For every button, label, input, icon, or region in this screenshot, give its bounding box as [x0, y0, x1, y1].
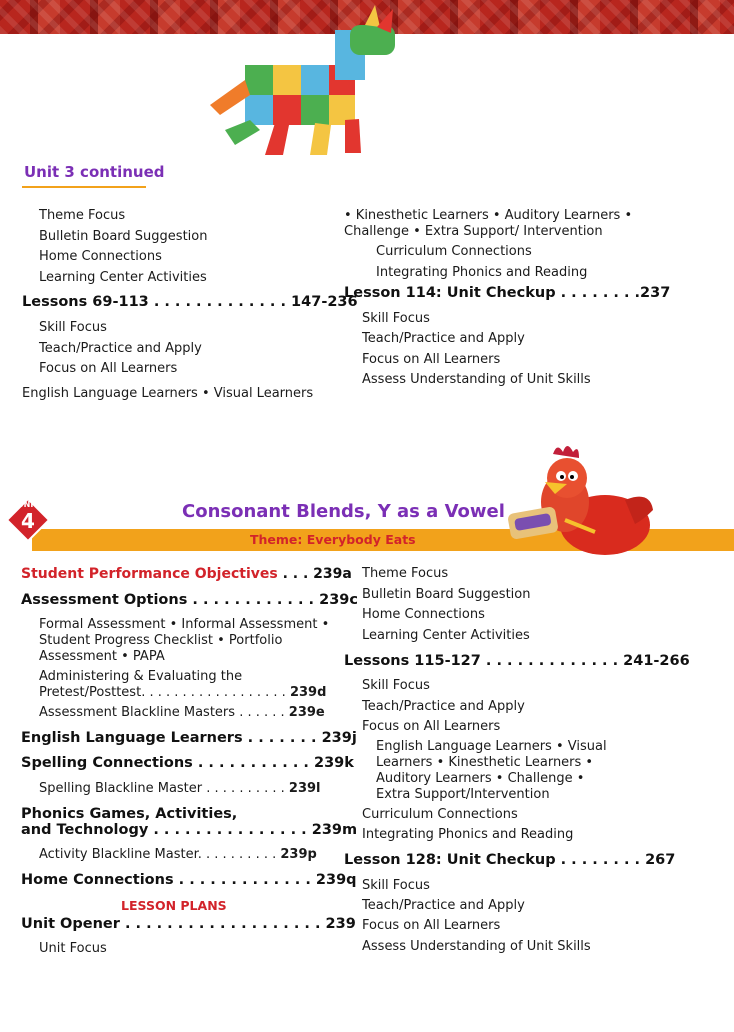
toc-entry-lesson-114 — [344, 284, 670, 302]
unit-badge-word: UNIT — [17, 500, 39, 509]
hen-chef-icon — [505, 440, 655, 558]
entry-label: Lessons 115-127 — [344, 653, 481, 669]
toc-item: Skill Focus — [39, 320, 107, 335]
page-number: 241-266 — [623, 653, 690, 669]
page-number: 239d — [289, 685, 327, 700]
page-number: 239q — [315, 872, 357, 888]
toc-entry-spelling-blackline-master — [39, 781, 321, 797]
toc-item: Home Connections — [39, 249, 162, 264]
heading-underline — [22, 186, 146, 188]
toc-item: Assess Understanding of Unit Skills — [362, 372, 591, 387]
toc-item: Theme Focus — [362, 566, 449, 581]
toc-item: English Language Learners • Visual — [376, 739, 607, 754]
leader-dots: . . . . . . . — [242, 730, 317, 746]
page-number: 267 — [645, 852, 676, 868]
toc-entry-english-language-learners — [21, 729, 357, 747]
leader-dots: . . . . . . . . . . . . . . . . . . — [141, 685, 286, 700]
leader-dots: . . . — [277, 566, 309, 582]
toc-item: Assess Understanding of Unit Skills — [362, 939, 591, 954]
lesson-plans-heading: LESSON PLANS — [121, 898, 227, 913]
toc-item: Focus on All Learners — [362, 352, 501, 367]
toc-item: Focus on All Learners — [362, 918, 501, 933]
leader-dots: . . . . . . . . — [555, 852, 641, 868]
leader-dots: . . . . . . . . . . . — [192, 755, 309, 771]
toc-item: Phonics Games, Activities, — [21, 806, 238, 822]
toc-item: Administering & Evaluating the — [39, 669, 243, 684]
entry-label: Pretest/Posttest — [39, 685, 142, 700]
page-number: 237 — [640, 285, 671, 301]
page-number: 239c — [319, 592, 358, 608]
toc-item: Theme Focus — [39, 208, 126, 223]
unit4-theme: Theme: Everybody Eats — [250, 532, 416, 547]
toc-entry-lessons-69-113 — [22, 293, 358, 311]
toc-item: Skill Focus — [362, 678, 430, 693]
toc-entry-home-connections — [21, 871, 357, 889]
toc-item: Skill Focus — [362, 311, 430, 326]
toc-item: Home Connections — [362, 607, 485, 622]
toc-item: Curriculum Connections — [376, 244, 532, 259]
entry-label: Assessment Options — [21, 592, 188, 608]
entry-label: Activity Blackline Master — [39, 847, 198, 862]
leader-dots: . . . . . . . . . . . . . . . . . . . — [119, 916, 321, 932]
toc-item: Learning Center Activities — [362, 628, 530, 643]
pinata-donkey-icon — [205, 5, 410, 170]
toc-item: Teach/Practice and Apply — [362, 898, 525, 913]
page-number: 239p — [280, 847, 317, 862]
unit3-heading: Unit 3 continued — [24, 163, 165, 181]
toc-item: Integrating Phonics and Reading — [376, 265, 588, 280]
toc-item: Extra Support/Intervention — [376, 787, 550, 802]
leader-dots: . . . . . . . . . . . . . — [480, 653, 624, 669]
toc-item: Learning Center Activities — [39, 270, 207, 285]
entry-label: and Technology — [21, 822, 149, 838]
entry-label: Lesson 114: Unit Checkup — [344, 285, 556, 301]
entry-label: Spelling Connections — [21, 755, 193, 771]
toc-entry-phonics-technology — [21, 821, 357, 839]
leader-dots: . . . . . . . . . . . . . — [173, 872, 311, 888]
entry-label: Spelling Blackline Master — [39, 781, 203, 796]
leader-dots: . . . . . . — [235, 705, 285, 720]
page-number: 239 — [325, 916, 356, 932]
toc-entry-lessons-115-127 — [344, 652, 690, 670]
toc-item: Integrating Phonics and Reading — [362, 827, 574, 842]
toc-entry-assessment-options — [21, 591, 358, 609]
toc-item: Curriculum Connections — [362, 807, 518, 822]
toc-item: Unit Focus — [39, 941, 107, 956]
page-number: 239e — [288, 705, 325, 720]
toc-item: Bulletin Board Suggestion — [362, 587, 531, 602]
leader-dots: . . . . . . . . . . . . — [187, 592, 315, 608]
toc-entry-activity-blackline-master — [39, 847, 317, 863]
leader-dots: . . . . . . . . . . — [202, 781, 285, 796]
toc-entry-pretest-posttest — [39, 685, 326, 701]
toc-item: • Kinesthetic Learners • Auditory Learners • — [344, 208, 633, 223]
toc-item: Teach/Practice and Apply — [362, 699, 525, 714]
entry-label: Lessons 69-113 — [22, 294, 149, 310]
page-number: 239k — [314, 755, 354, 771]
leader-dots: . . . . . . . . — [555, 285, 641, 301]
toc-item: Student Progress Checklist • Portfolio — [39, 633, 283, 648]
entry-label: Student Performance Objectives — [21, 566, 278, 582]
unit-badge-number: 4 — [21, 509, 35, 533]
leader-dots: . . . . . . . . . . — [197, 847, 277, 862]
toc-entry-unit-opener — [21, 915, 356, 933]
leader-dots: . . . . . . . . . . . . . . . — [148, 822, 307, 838]
toc-item: Focus on All Learners — [39, 361, 178, 376]
toc-item: Teach/Practice and Apply — [362, 331, 525, 346]
toc-item: Teach/Practice and Apply — [39, 341, 202, 356]
toc-item: Skill Focus — [362, 878, 430, 893]
entry-label: Home Connections — [21, 872, 174, 888]
toc-item: Focus on All Learners — [362, 719, 501, 734]
leader-dots: . . . . . . . . . . . . . — [148, 294, 292, 310]
toc-item: Bulletin Board Suggestion — [39, 229, 208, 244]
toc-entry-assessment-blackline-masters — [39, 705, 325, 721]
toc-item: Challenge • Extra Support/ Intervention — [344, 224, 603, 239]
page-number: 239m — [311, 822, 358, 838]
entry-label: Assessment Blackline Masters — [39, 705, 236, 720]
entry-label: English Language Learners — [21, 730, 243, 746]
toc-entry-lesson-128 — [344, 851, 675, 869]
page-number: 147-236 — [291, 294, 358, 310]
toc-entry-student-performance-objectives — [21, 566, 352, 582]
entry-label: Unit Opener — [21, 916, 120, 932]
toc-item: Learners • Kinesthetic Learners • — [376, 755, 594, 770]
entry-label: Lesson 128: Unit Checkup — [344, 852, 556, 868]
page-number: 239a — [313, 566, 352, 582]
page-number: 239j — [321, 730, 357, 746]
toc-item: Auditory Learners • Challenge • — [376, 771, 585, 786]
toc-entry-spelling-connections — [21, 754, 354, 772]
unit4-title: Consonant Blends, Y as a Vowel — [182, 501, 505, 522]
toc-item: Assessment • PAPA — [39, 649, 165, 664]
toc-item: English Language Learners • Visual Learners — [22, 386, 314, 401]
page-number: 239l — [288, 781, 321, 796]
toc-item: Formal Assessment • Informal Assessment • — [39, 617, 330, 632]
